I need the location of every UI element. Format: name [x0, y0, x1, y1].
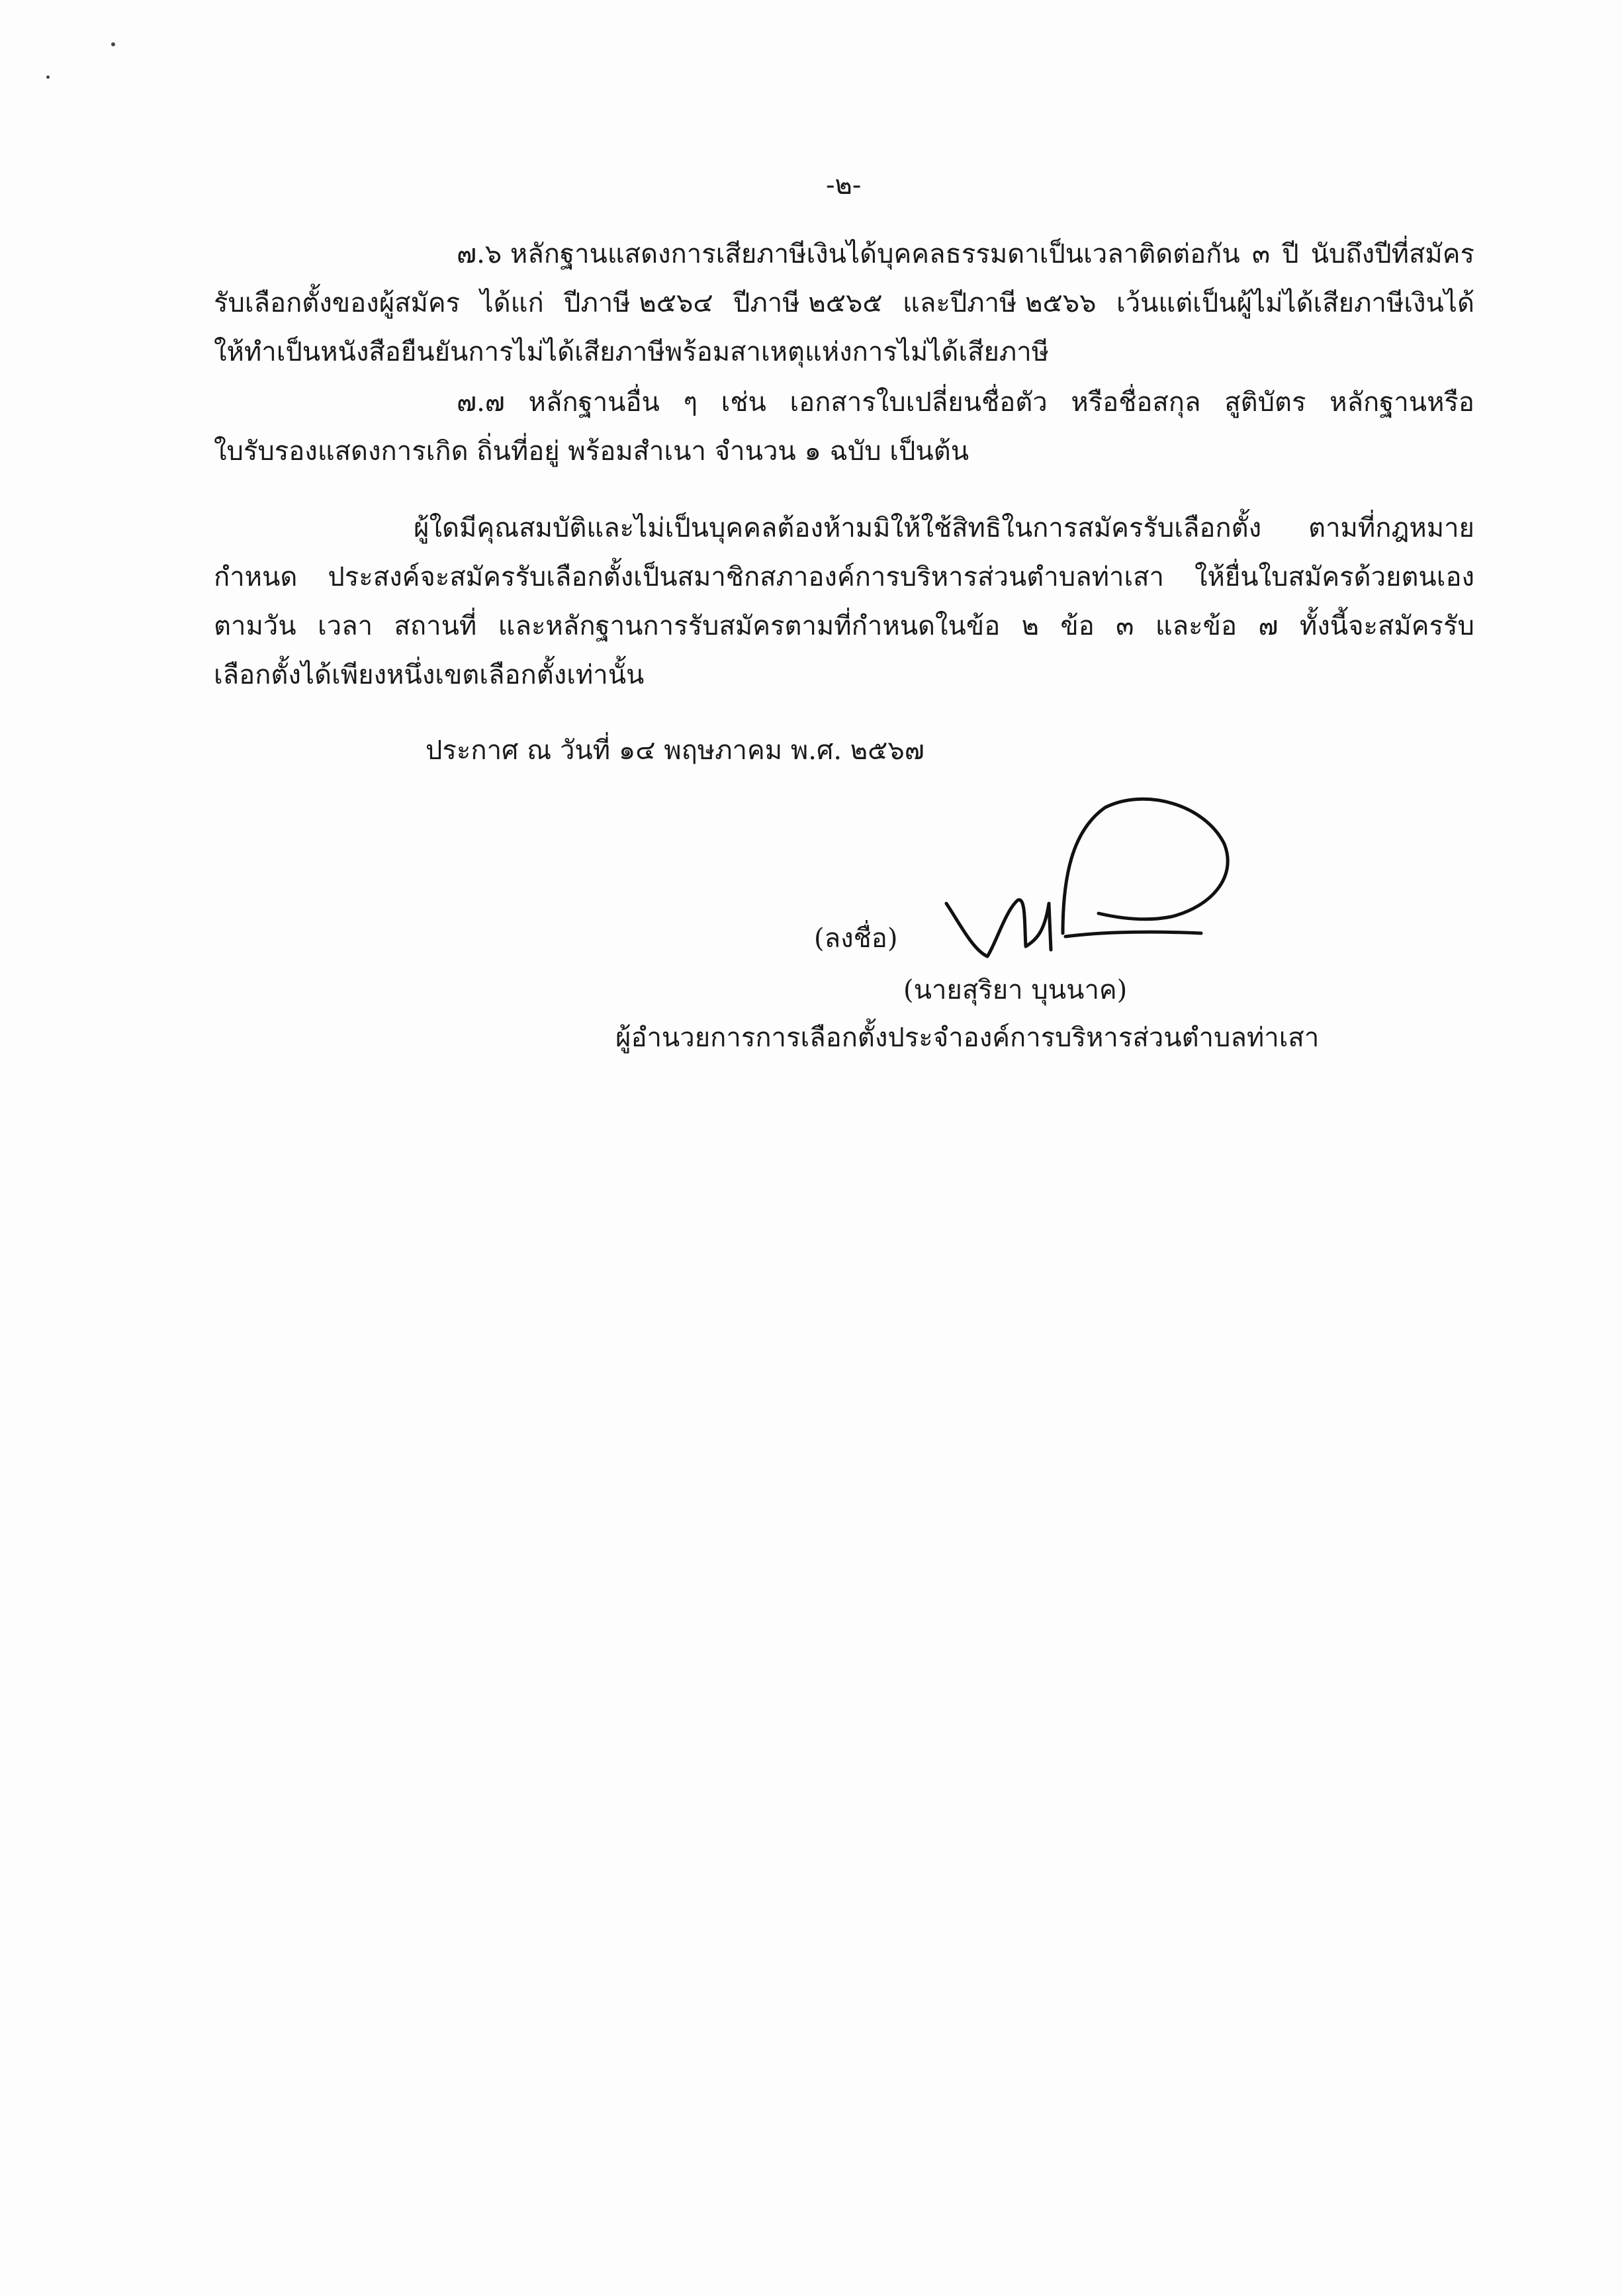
signed-label: (ลงชื่อ) — [814, 923, 898, 954]
item-7-7-line-1 — [457, 384, 1474, 421]
text-segment: และหลักฐานการรับสมัครตามที่กำหนดในข้อ — [498, 611, 1001, 641]
item-7-7-line-2: ใบรับรองแสดงการเกิด ถิ่นที่อยู่ พร้อมสำเนา จำนวน ๑ ฉบับ เป็นต้น — [214, 436, 969, 467]
text-segment: ๆ — [683, 387, 698, 418]
text-segment: เช่น — [721, 387, 766, 418]
signer-position: ผู้อำนวยการการเลือกตั้งประจำองค์การบริหารส่วนตำบลท่าเสา — [615, 1023, 1320, 1053]
text-segment: นับถึงปีที่สมัคร — [1310, 239, 1474, 269]
text-segment: ๓ — [1251, 239, 1271, 269]
text-segment: สถานที่ — [394, 611, 477, 641]
text-segment: ๗ — [1258, 611, 1279, 641]
announcement-date: ประกาศ ณ วันที่ ๑๔ พฤษภาคม พ.ศ. ๒๕๖๗ — [426, 735, 924, 766]
text-segment: ปีภาษี ๒๕๖๔ — [564, 288, 713, 318]
main-paragraph-line-1 — [414, 510, 1474, 547]
text-segment: ปีภาษี ๒๕๖๕ — [733, 288, 883, 318]
text-segment: ผู้ใดมีคุณสมบัติและไม่เป็นบุคคลต้องห้ามมิให้ใช้สิทธิในการสมัครรับเลือกตั้ง — [414, 513, 1262, 543]
text-segment: และข้อ — [1155, 611, 1237, 641]
text-segment: ทั้งนี้จะสมัครรับ — [1299, 611, 1474, 641]
signer-name: (นายสุริยา บุนนาค) — [903, 975, 1128, 1005]
item-7-6-line-3: ให้ทำเป็นหนังสือยืนยันการไม่ได้เสียภาษีพร้อมสาเหตุแห่งการไม่ได้เสียภาษี — [214, 337, 1050, 367]
text-segment: กำหนด — [214, 562, 298, 592]
text-segment: รับเลือกตั้งของผู้สมัคร — [214, 288, 461, 318]
main-paragraph-line-2 — [214, 559, 1474, 596]
item-7-6-line-2 — [214, 285, 1474, 322]
text-segment: เวลา — [317, 611, 373, 641]
text-segment: หลักฐานหรือ — [1329, 387, 1474, 418]
scan-speck — [111, 42, 115, 46]
text-segment: ได้แก่ — [480, 288, 544, 318]
text-segment: ให้ยื่นใบสมัครด้วยตนเอง — [1194, 562, 1474, 592]
text-segment: ตามวัน — [214, 611, 296, 641]
text-segment: เว้นแต่เป็นผู้ไม่ได้เสียภาษีเงินได้ — [1116, 288, 1474, 318]
text-segment: ๓ — [1116, 611, 1134, 641]
text-segment: ตามที่กฎหมาย — [1308, 513, 1474, 543]
item-7-6-line-1 — [457, 236, 1474, 273]
text-segment: เอกสารใบเปลี่ยนชื่อตัว — [789, 387, 1048, 418]
text-segment: หรือชื่อสกุล — [1071, 387, 1201, 418]
handwritten-signature — [933, 791, 1238, 963]
text-segment: ๗.๖ หลักฐานแสดงการเสียภาษีเงินได้บุคคลธรรมดาเป็นเวลาติดต่อกัน — [457, 239, 1240, 269]
text-segment: สูติบัตร — [1224, 387, 1306, 418]
text-segment: ๒ — [1021, 611, 1039, 641]
text-segment: ประสงค์จะสมัครรับเลือกตั้งเป็นสมาชิกสภาองค์การบริหารส่วนตำบลท่าเสา — [328, 562, 1164, 592]
main-paragraph-line-4: เลือกตั้งได้เพียงหนึ่งเขตเลือกตั้งเท่านั้น — [214, 660, 645, 690]
text-segment: หลักฐานอื่น — [528, 387, 660, 418]
text-segment: ข้อ — [1060, 611, 1095, 641]
text-segment: ปี — [1282, 239, 1299, 269]
text-segment: ๗.๗ — [457, 387, 505, 418]
page-number: -๒- — [826, 170, 862, 201]
main-paragraph-line-3 — [214, 608, 1474, 645]
text-segment: และปีภาษี ๒๕๖๖ — [903, 288, 1097, 318]
scan-speck — [46, 75, 50, 79]
